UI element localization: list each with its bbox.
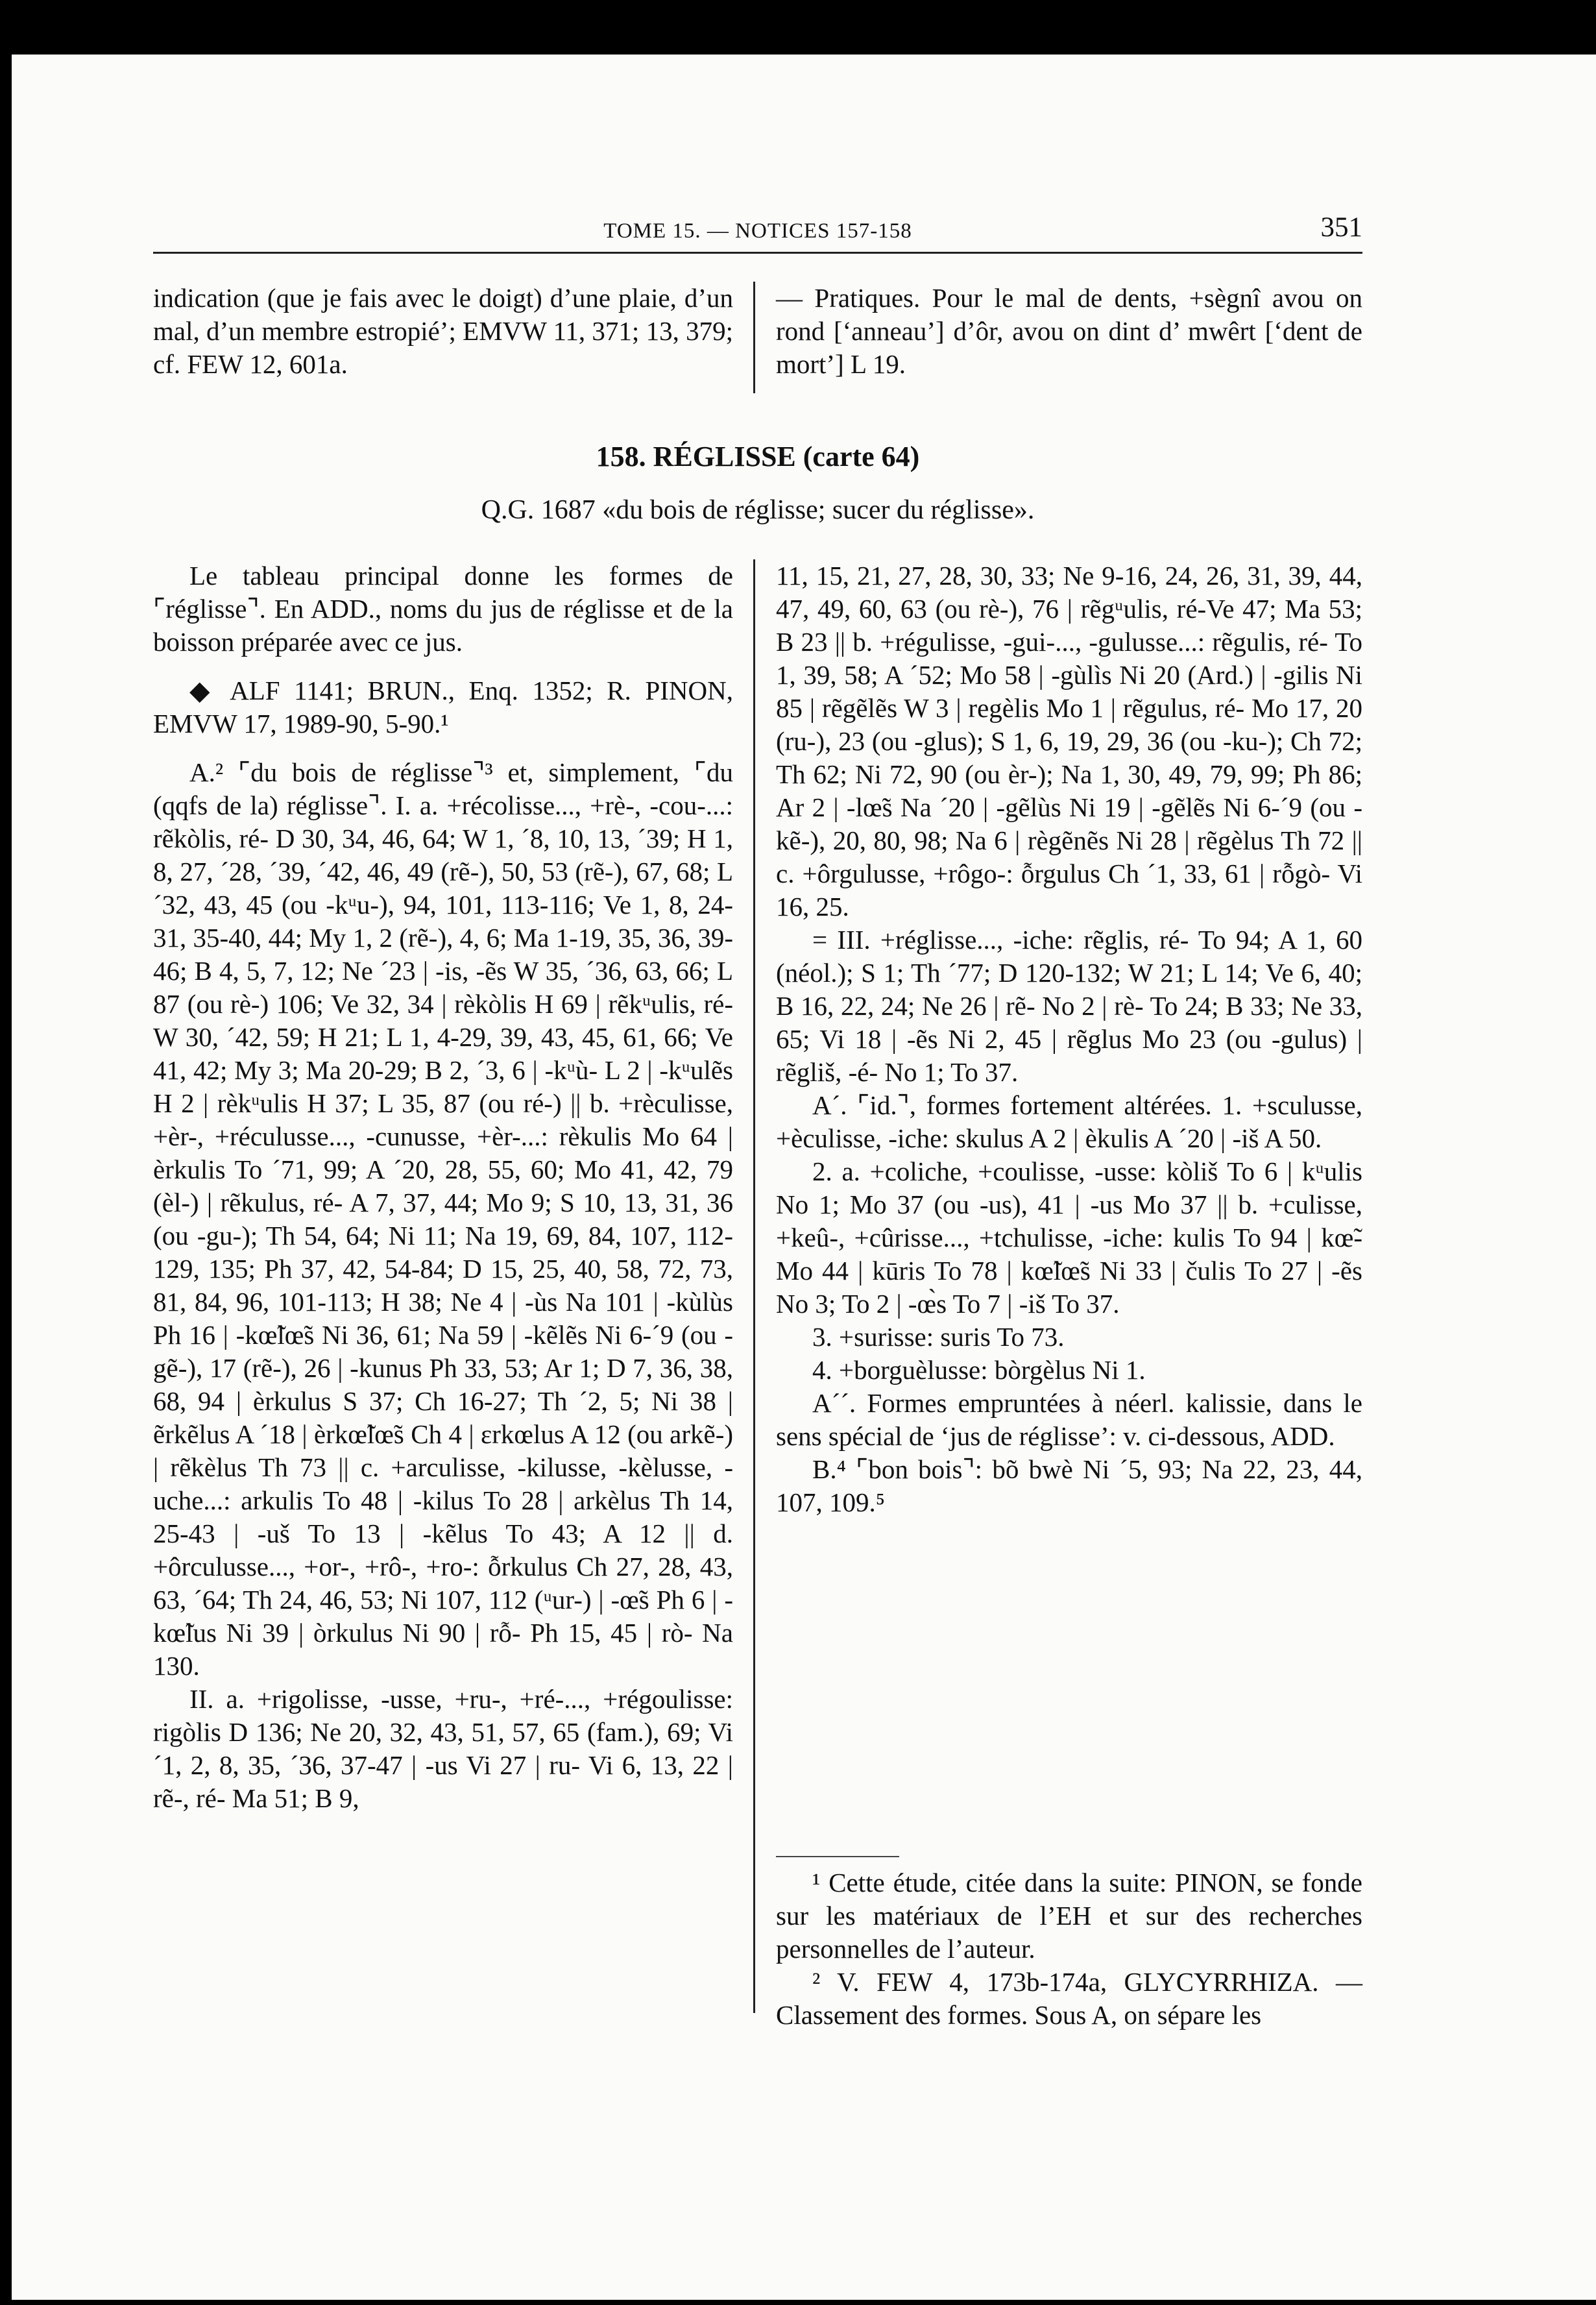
left-column xyxy=(153,559,733,1815)
forms-paragraph: A´. ⌜id.⌝, formes fortement altérées. 1. +sculusse, +èculisse, -iche: skulus A 2 | èkulis A ´20 | -iš A 50. xyxy=(776,1090,1362,1153)
forms-paragraph: = III. +réglisse..., -iche: rẽglis, ré- To 94; A 1, 60 (néol.); S 1; Th ´77; D 120-132; W 21; L 14; Ve 6, 40; B 16, 22, 24; Ne 26 | rẽ- No 2 | rè- To 24; B 33; Ne 33, 65; Vi 18 | -ẽs Ni 2, 45 | rẽglus Mo 23 (ou -gulus) | rẽgliš, -é- No 1; To 37. xyxy=(776,925,1362,1087)
forms-paragraph: A´´. Formes empruntées à néerl. kalissie, dans le sens spécial de ‘jus de réglisse’: v. ci-dessous, ADD. xyxy=(776,1388,1362,1451)
forms-paragraph: B.⁴ ⌜bon bois⌝: bõ bwè Ni ´5, 93; Na 22, 23, 44, 107, 109.⁵ xyxy=(776,1454,1362,1517)
column-divider xyxy=(753,559,755,2013)
forms-paragraph: 11, 15, 21, 27, 28, 30, 33; Ne 9-16, 24, 26, 31, 39, 44, 47, 49, 60, 63 (ou rè-), 76 | rẽgᵘulis, ré-Ve 47; Ma 53; B 23 || b. +régulisse, -gui-..., -gulusse...: rẽgulis, ré- To 1, 39, 58; A ´52; Mo 58 | -gùlìs Ni 20 (Ard.) | -gilis Ni 85 | rẽgẽlẽs W 3 | regèlis Mo 1 | rẽgulus, ré- Mo 17, 20 (ru-), 23 (ou -glus); S 1, 6, 19, 29, 36 (ou -ku-); Ch 72; Th 62; Ni 72, 90 (ou èr-); Na 1, 30, 49, 79, 99; Ph 86; Ar 2 | -lœ̃s Na ´20 | -gẽlùs Ni 19 | -gẽlẽs Ni 6-´9 (ou -kẽ-), 20, 80, 98; Na 6 | règẽnẽs Ni 28 | rẽgèlus Th 72 || c. +ôrgulusse, +rôgo-: ỗrgulus Ch ´1, 33, 61 | rỗgò- Vi 16, 25. xyxy=(776,561,1362,921)
forms-paragraph: 4. +borguèlusse: bòrgèlus Ni 1. xyxy=(812,1355,1146,1385)
running-head: TOME 15. — NOTICES 157-158 xyxy=(603,219,912,243)
top-left-text xyxy=(153,282,733,381)
forms-paragraph: 2. a. +coliche, +coulisse, -usse: kòliš To 6 | kᵘulis No 1; Mo 37 (ou -us), 41 | -us Mo 37 || b. +culisse, +keû-, +cûrisse..., +tchulisse, -iche: kulis To 94 | kœ̃- Mo 44 | kūris To 78 | kœ̃lœ̃s Ni 33 | čulis To 27 | -ẽs No 3; To 2 | -œ̀s To 7 | -iš To 37. xyxy=(776,1156,1362,1319)
section-question: Q.G. 1687 «du bois de réglisse; sucer du réglisse». xyxy=(481,495,1035,525)
right-column xyxy=(776,559,1362,1519)
column-divider xyxy=(753,282,755,393)
page-header xyxy=(153,161,1362,254)
footnote: ² V. FEW 4, 173b-174a, GLYCYRRHIZA. — Classement des formes. Sous A, on sépare les xyxy=(776,1967,1362,2030)
paragraph: indication (que je fais avec le doigt) d’une plaie, d’un mal, d’un membre estropié’; EMVW 11, 371; 13, 379; cf. FEW 12, 601a. xyxy=(153,283,733,379)
footnote: ¹ Cette étude, citée dans la suite: PINON, se fonde sur les matériaux de l’EH et sur des recherches personnelles de l’auteur. xyxy=(776,1868,1362,1964)
top-right-text xyxy=(776,282,1362,381)
footnote-rule xyxy=(776,1856,899,1857)
footnotes xyxy=(776,1866,1362,2032)
intro-paragraph: Le tableau principal donne les formes de ⌜réglisse⌝. En ADD., noms du jus de réglisse et de la boisson préparée avec ce jus. xyxy=(153,561,733,657)
paragraph: — Pratiques. Pour le mal de dents, +sègnî avou on rond [‘anneau’] d’ôr, avou on dint d’ mwêrt [‘dent de mort’] L 19. xyxy=(776,283,1362,379)
forms-paragraph: 3. +surisse: suris To 73. xyxy=(812,1322,1065,1352)
bibliography-paragraph: ◆ ALF 1141; BRUN., Enq. 1352; R. PINON, EMVW 17, 1989-90, 5-90.¹ xyxy=(153,676,733,738)
forms-paragraph: A.² ⌜du bois de réglisse⌝³ et, simplement, ⌜du (qqfs de la) réglisse⌝. I. a. +récolisse..., +rè-, -cou-...: rẽkòlis, ré- D 30, 34, 46, 64; W 1, ´8, 10, 13, ´39; H 1, 8, 27, ´28, ´39, ´42, 46, 49 (rẽ-), 50, 53 (rẽ-), 67, 68; L ´32, 43, 45 (ou -kᵘu-), 94, 101, 113-116; Ve 1, 8, 24-31, 35-40, 44; My 1, 2 (rẽ-), 4, 6; Ma 1-19, 35, 36, 39-46; B 4, 5, 7, 12; Ne ´23 | -is, -ẽs W 35, ´36, 63, 66; L 87 (ou rè-) 106; Ve 32, 34 | rèkòlis H 69 | rẽkᵘulis, ré- W 30, ´42, 59; H 21; L 1, 4-29, 39, 43, 45, 61, 66; Ve 41, 42; My 3; Ma 20-29; B 2, ´3, 6 | -kᵘù- L 2 | -kᵘulẽs H 2 | rèkᵘulis H 37; L 35, 87 (ou ré-) || b. +rèculisse, +èr-, +réculusse..., -cunusse, +èr-...: rèkulis Mo 64 | èrkulis To ´71, 99; A ´20, 28, 55, 60; Mo 41, 42, 79 (èl-) | rẽkulus, ré- A 7, 37, 44; Mo 9; S 10, 13, 31, 36 (ou -gu-); Th 54, 64; Ni 11; Na 19, 69, 84, 107, 112-129, 135; Ph 37, 42, 54-84; D 15, 25, 40, 58, 72, 73, 81, 84, 96, 101-113; H 38; Ne 4 | -ùs Na 101 | -kùlùs Ph 16 | -kœ̃lœ̃s Ni 36, 61; Na 59 | -kẽlẽs Ni 6-´9 (ou -gẽ-), 17 (rẽ-), 26 | -kunus Ph 33, 53; Ar 1; D 7, 36, 38, 68, 94 | èrkulus S 37; Ch 16-27; Th ´2, 5; Ni 38 | ẽrkẽlus A ´18 | èrkœ̃lœ̃s Ch 4 | ɛrkœlus A 12 (ou arkẽ-) | rẽkèlus Th 73 || c. +arculisse, -kilusse, -kèlusse, -uche...: arkulis To 48 | -kilus To 28 | arkèlus Th 14, 25-43 | -uš To 13 | -kẽlus To 43; A 12 || d. +ôrculusse..., +or-, +rô-, +ro-: ỗrkulus Ch 27, 28, 43, 63, ´64; Th 24, 46, 53; Ni 107, 112 (ᵘur-) | -œ̃s Ph 6 | -kœ̃lus Ni 39 | òrkulus Ni 90 | rỗ- Ph 15, 45 | rò- Na 130. xyxy=(153,757,733,1681)
page-number: 351 xyxy=(1320,212,1362,243)
forms-paragraph: II. a. +rigolisse, -usse, +ru-, +ré-..., +régoulisse: rigòlis D 136; Ne 20, 32, 43, 51, 57, 65 (fam.), 69; Vi ´1, 2, 8, 35, ´36, 37-47 | -us Vi 27 | ru- Vi 6, 13, 22 | rẽ-, ré- Ma 51; B 9, xyxy=(153,1684,733,1813)
section-title: 158. RÉGLISSE (carte 64) xyxy=(596,441,920,472)
